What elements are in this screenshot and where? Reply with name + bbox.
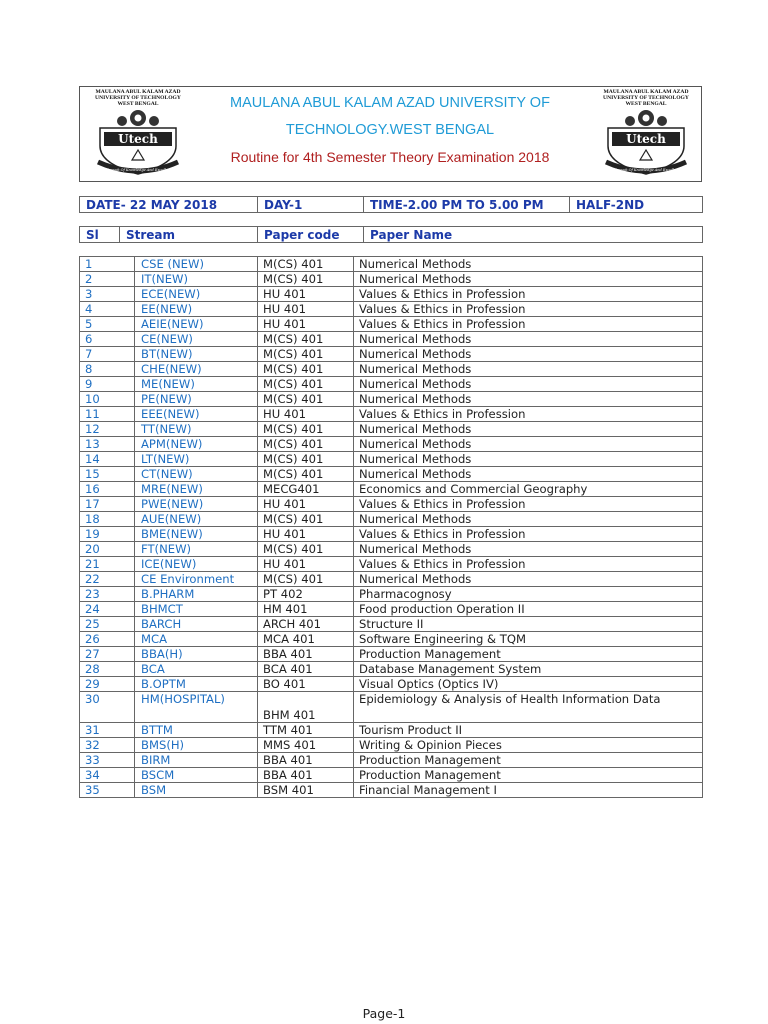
exam-half: HALF-2ND: [570, 197, 703, 213]
cell-stream: AUE(NEW): [135, 512, 258, 527]
cell-paper-code: MCA 401: [258, 632, 354, 647]
cell-paper-code: BBA 401: [258, 768, 354, 783]
cell-sl: 15: [80, 467, 135, 482]
cell-paper-code: M(CS) 401: [258, 467, 354, 482]
routine-title: Routine for 4th Semester Theory Examination 2018: [230, 149, 550, 165]
cell-sl: 32: [80, 738, 135, 753]
cell-paper-code: M(CS) 401: [258, 377, 354, 392]
cell-paper-name: Values & Ethics in Profession: [354, 302, 703, 317]
cell-paper-name: Production Management: [354, 768, 703, 783]
cell-sl: 2: [80, 272, 135, 287]
logo-motto-text: In Pursuit Of Knowledge And Excellence: [609, 168, 683, 172]
cell-sl: 26: [80, 632, 135, 647]
column-header-row: [80, 227, 703, 243]
cell-paper-name: Database Management System: [354, 662, 703, 677]
cell-sl: 1: [80, 257, 135, 272]
logo-text-line2: UNIVERSITY OF TECHNOLOGY: [603, 95, 689, 101]
cell-paper-code: M(CS) 401: [258, 332, 354, 347]
cell-paper-name: Values & Ethics in Profession: [354, 407, 703, 422]
cell-sl: 16: [80, 482, 135, 497]
cell-sl: 22: [80, 572, 135, 587]
table-row: [80, 602, 703, 617]
cell-paper-name: Numerical Methods: [354, 542, 703, 557]
cell-stream: B.OPTM: [135, 677, 258, 692]
cell-stream: ECE(NEW): [135, 287, 258, 302]
logo-text-line1: MAULANA ABUL KALAM AZAD: [603, 89, 689, 95]
cell-stream: BCA: [135, 662, 258, 677]
table-row: [80, 467, 703, 482]
cell-stream: BMS(H): [135, 738, 258, 753]
cell-stream: BHMCT: [135, 602, 258, 617]
cell-paper-code: M(CS) 401: [258, 422, 354, 437]
cell-stream: PE(NEW): [135, 392, 258, 407]
table-row: [80, 587, 703, 602]
table-row: [80, 302, 703, 317]
cell-stream: FT(NEW): [135, 542, 258, 557]
cell-paper-name: Production Management: [354, 753, 703, 768]
cell-sl: 14: [80, 452, 135, 467]
cell-paper-name: Values & Ethics in Profession: [354, 527, 703, 542]
cell-paper-name: Values & Ethics in Profession: [354, 287, 703, 302]
cell-paper-code: MMS 401: [258, 738, 354, 753]
cell-paper-code: HU 401: [258, 317, 354, 332]
cell-sl: 12: [80, 422, 135, 437]
table-row: [80, 362, 703, 377]
cell-stream: CE(NEW): [135, 332, 258, 347]
cell-sl: 20: [80, 542, 135, 557]
cell-paper-name: Production Management: [354, 647, 703, 662]
table-row: [80, 347, 703, 362]
cell-paper-code: BHM 401: [258, 692, 354, 723]
table-row: [80, 497, 703, 512]
cell-sl: 6: [80, 332, 135, 347]
cell-paper-code: BBA 401: [258, 753, 354, 768]
cell-stream: BSCM: [135, 768, 258, 783]
cell-sl: 3: [80, 287, 135, 302]
table-row: [80, 422, 703, 437]
cell-paper-code: M(CS) 401: [258, 347, 354, 362]
table-row: [80, 287, 703, 302]
cell-stream: EEE(NEW): [135, 407, 258, 422]
cell-stream: BSM: [135, 783, 258, 798]
cell-stream: CSE (NEW): [135, 257, 258, 272]
exam-date: DATE- 22 MAY 2018: [80, 197, 258, 213]
cell-paper-code: M(CS) 401: [258, 257, 354, 272]
cell-paper-code: HU 401: [258, 527, 354, 542]
cell-paper-code: M(CS) 401: [258, 572, 354, 587]
cell-paper-name: Pharmacognosy: [354, 587, 703, 602]
logo-text-line2: UNIVERSITY OF TECHNOLOGY: [95, 95, 181, 101]
cell-sl: 21: [80, 557, 135, 572]
cell-paper-code: HU 401: [258, 302, 354, 317]
cell-sl: 35: [80, 783, 135, 798]
cell-sl: 27: [80, 647, 135, 662]
table-row: [80, 257, 703, 272]
cell-paper-code: M(CS) 401: [258, 542, 354, 557]
cell-paper-code: M(CS) 401: [258, 392, 354, 407]
cell-stream: MRE(NEW): [135, 482, 258, 497]
cell-sl: 11: [80, 407, 135, 422]
cell-paper-name: Financial Management I: [354, 783, 703, 798]
cell-stream: BME(NEW): [135, 527, 258, 542]
university-name-line1: MAULANA ABUL KALAM AZAD UNIVERSITY OF: [230, 95, 550, 111]
table-row: [80, 407, 703, 422]
logo-motto-text: In Pursuit Of Knowledge And Excellence: [101, 168, 175, 172]
table-row: [80, 527, 703, 542]
cell-stream: CT(NEW): [135, 467, 258, 482]
table-row: [80, 662, 703, 677]
cell-stream: B.PHARM: [135, 587, 258, 602]
cell-stream: MCA: [135, 632, 258, 647]
cell-stream: EE(NEW): [135, 302, 258, 317]
cell-paper-name: Numerical Methods: [354, 467, 703, 482]
cell-paper-name: Numerical Methods: [354, 332, 703, 347]
cell-stream: CHE(NEW): [135, 362, 258, 377]
page-number: Page-1: [362, 1006, 406, 1021]
cell-stream: HM(HOSPITAL): [135, 692, 258, 723]
table-row: [80, 332, 703, 347]
document-header: [79, 86, 702, 182]
cell-stream: BIRM: [135, 753, 258, 768]
cell-paper-name: Numerical Methods: [354, 377, 703, 392]
cell-paper-name: Visual Optics (Optics IV): [354, 677, 703, 692]
header-stream: Stream: [120, 227, 258, 243]
cell-paper-code: ARCH 401: [258, 617, 354, 632]
cell-paper-code: HM 401: [258, 602, 354, 617]
cell-paper-code: M(CS) 401: [258, 452, 354, 467]
cell-paper-name: Values & Ethics in Profession: [354, 497, 703, 512]
header-paper-code: Paper code: [258, 227, 364, 243]
cell-stream: APM(NEW): [135, 437, 258, 452]
table-row: [80, 783, 703, 798]
table-row: [80, 512, 703, 527]
table-row: [80, 572, 703, 587]
cell-sl: 29: [80, 677, 135, 692]
header-paper-name: Paper Name: [364, 227, 703, 243]
table-row: [80, 753, 703, 768]
routine-table-body: [80, 257, 703, 798]
cell-paper-name: Economics and Commercial Geography: [354, 482, 703, 497]
cell-paper-code: M(CS) 401: [258, 437, 354, 452]
cell-paper-name: Numerical Methods: [354, 362, 703, 377]
table-row: [80, 542, 703, 557]
cell-paper-code: PT 402: [258, 587, 354, 602]
cell-paper-code: M(CS) 401: [258, 362, 354, 377]
logo-text-line3: WEST BENGAL: [625, 101, 667, 107]
table-row: [80, 617, 703, 632]
cell-stream: BTTM: [135, 723, 258, 738]
table-row: [80, 392, 703, 407]
cell-sl: 8: [80, 362, 135, 377]
table-row: [80, 738, 703, 753]
column-header-table: [79, 226, 703, 243]
cell-paper-name: Numerical Methods: [354, 512, 703, 527]
table-row: [80, 647, 703, 662]
exam-info-row: [80, 197, 703, 213]
cell-paper-code: HU 401: [258, 407, 354, 422]
cell-paper-name: Software Engineering & TQM: [354, 632, 703, 647]
cell-paper-code: BBA 401: [258, 647, 354, 662]
logo-brand-text: Utech: [626, 132, 666, 146]
table-row: [80, 768, 703, 783]
cell-paper-name: Writing & Opinion Pieces: [354, 738, 703, 753]
exam-time: TIME-2.00 PM TO 5.00 PM: [364, 197, 570, 213]
table-row: [80, 632, 703, 647]
cell-paper-name: Numerical Methods: [354, 452, 703, 467]
cell-stream: TT(NEW): [135, 422, 258, 437]
cell-paper-code: BCA 401: [258, 662, 354, 677]
cell-sl: 23: [80, 587, 135, 602]
logo-brand-text: Utech: [118, 132, 158, 146]
cell-stream: ME(NEW): [135, 377, 258, 392]
table-row: [80, 452, 703, 467]
cell-paper-name: Structure II: [354, 617, 703, 632]
cell-stream: IT(NEW): [135, 272, 258, 287]
cell-paper-name: Numerical Methods: [354, 272, 703, 287]
cell-sl: 33: [80, 753, 135, 768]
exam-info-table: [79, 196, 703, 213]
university-logo-left: [86, 89, 190, 177]
cell-paper-name: Numerical Methods: [354, 347, 703, 362]
cell-sl: 24: [80, 602, 135, 617]
cell-paper-name: Values & Ethics in Profession: [354, 317, 703, 332]
header-sl: Sl: [80, 227, 120, 243]
table-row: [80, 377, 703, 392]
cell-paper-code: BSM 401: [258, 783, 354, 798]
cell-stream: CE Environment: [135, 572, 258, 587]
cell-stream: BBA(H): [135, 647, 258, 662]
logo-text-line3: WEST BENGAL: [117, 101, 159, 107]
cell-paper-code: MECG401: [258, 482, 354, 497]
table-row: [80, 317, 703, 332]
cell-sl: 18: [80, 512, 135, 527]
cell-stream: LT(NEW): [135, 452, 258, 467]
cell-stream: AEIE(NEW): [135, 317, 258, 332]
cell-paper-name: Tourism Product II: [354, 723, 703, 738]
cell-stream: ICE(NEW): [135, 557, 258, 572]
cell-paper-name: Numerical Methods: [354, 437, 703, 452]
cell-paper-name: Epidemiology & Analysis of Health Information Data: [354, 692, 703, 723]
cell-paper-code: M(CS) 401: [258, 272, 354, 287]
cell-sl: 4: [80, 302, 135, 317]
cell-paper-code: HU 401: [258, 497, 354, 512]
table-row: [80, 482, 703, 497]
cell-paper-code: TTM 401: [258, 723, 354, 738]
cell-paper-name: Food production Operation II: [354, 602, 703, 617]
cell-paper-name: Numerical Methods: [354, 422, 703, 437]
cell-paper-name: Numerical Methods: [354, 392, 703, 407]
cell-sl: 25: [80, 617, 135, 632]
shield-emblem-icon: [92, 108, 184, 176]
cell-sl: 31: [80, 723, 135, 738]
exam-day: DAY-1: [258, 197, 364, 213]
cell-paper-name: Numerical Methods: [354, 572, 703, 587]
table-row: [80, 557, 703, 572]
cell-stream: BARCH: [135, 617, 258, 632]
routine-table: [79, 256, 703, 798]
cell-stream: PWE(NEW): [135, 497, 258, 512]
cell-sl: 19: [80, 527, 135, 542]
university-logo-right: [594, 89, 698, 177]
cell-sl: 34: [80, 768, 135, 783]
cell-sl: 17: [80, 497, 135, 512]
cell-paper-name: Values & Ethics in Profession: [354, 557, 703, 572]
cell-sl: 30: [80, 692, 135, 723]
university-name-line2: TECHNOLOGY.WEST BENGAL: [285, 122, 495, 138]
cell-sl: 10: [80, 392, 135, 407]
table-row: [80, 723, 703, 738]
cell-sl: 7: [80, 347, 135, 362]
table-row: [80, 692, 703, 723]
logo-text-line1: MAULANA ABUL KALAM AZAD: [95, 89, 181, 95]
table-row: [80, 272, 703, 287]
cell-sl: 28: [80, 662, 135, 677]
cell-paper-name: Numerical Methods: [354, 257, 703, 272]
cell-paper-code: HU 401: [258, 557, 354, 572]
table-row: [80, 437, 703, 452]
cell-stream: BT(NEW): [135, 347, 258, 362]
cell-paper-code: M(CS) 401: [258, 512, 354, 527]
cell-sl: 13: [80, 437, 135, 452]
cell-paper-code: HU 401: [258, 287, 354, 302]
table-row: [80, 677, 703, 692]
cell-sl: 5: [80, 317, 135, 332]
cell-sl: 9: [80, 377, 135, 392]
cell-paper-code: BO 401: [258, 677, 354, 692]
shield-emblem-icon: [600, 108, 692, 176]
